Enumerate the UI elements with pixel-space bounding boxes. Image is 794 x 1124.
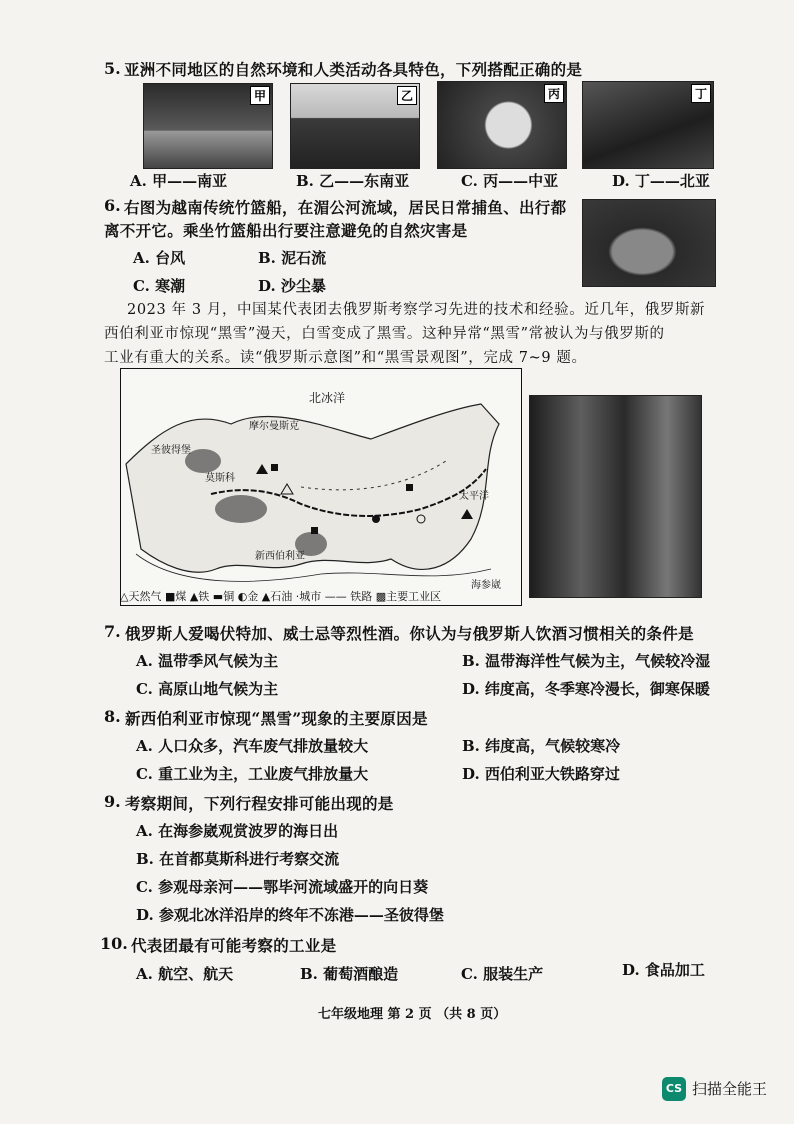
q5-photo-bing — [437, 81, 567, 169]
map-label-pacific-ocean: 太平洋 — [459, 491, 489, 502]
q9-option-c: C. 参观母亲河——鄂毕河流域盛开的向日葵 — [136, 878, 429, 896]
q5-number: 5. — [104, 59, 121, 78]
q7-option-a: A. 温带季风气候为主 — [136, 652, 279, 670]
page-footer: 七年级地理 第 2 页 （共 8 页） — [318, 1007, 507, 1022]
q5-photo-yi — [290, 83, 420, 169]
q8-option-c: C. 重工业为主，工业废气排放量大 — [136, 765, 369, 783]
q10-option-c: C. 服装生产 — [461, 965, 544, 983]
photo-tag-yi: 乙 — [397, 86, 417, 105]
photo-tag-jia: 甲 — [250, 86, 270, 105]
q6-option-c: C. 寒潮 — [133, 277, 186, 295]
q6-option-b: B. 泥石流 — [258, 249, 327, 267]
map-label-arctic-ocean: 北冰洋 — [309, 391, 346, 405]
map-label-novosibirsk: 新西伯利亚 — [255, 551, 305, 562]
q10-option-b: B. 葡萄酒酿造 — [300, 965, 399, 983]
map-label-moscow: 莫斯科 — [205, 473, 235, 484]
q6-option-a: A. 台风 — [133, 249, 186, 267]
camscanner-logo-icon: CS — [662, 1077, 686, 1101]
map-label-vladivostok: 海参崴 — [471, 580, 501, 591]
map-label-murmansk: 摩尔曼斯克 — [249, 421, 299, 432]
passage-line2: 西伯利亚市惊现“黑雪”漫天，白雪变成了黑雪。这种异常“黑雪”常被认为与俄罗斯的 — [104, 326, 665, 342]
passage-line1: 2023 年 3 月，中国某代表团去俄罗斯考察学习先进的技术和经验。近几年，俄罗斯新 — [127, 302, 706, 318]
q6-option-d: D. 沙尘暴 — [258, 277, 326, 295]
q5-option-a: A. 甲——南亚 — [130, 172, 228, 190]
q10-number: 10. — [100, 934, 128, 953]
camscanner-brand-text: 扫描全能王 — [692, 1080, 768, 1098]
q5-stem: 亚洲不同地区的自然环境和人类活动各具特色，下列搭配正确的是 — [124, 60, 583, 79]
q9-stem: 考察期间，下列行程安排可能出现的是 — [125, 794, 394, 813]
passage-line3: 工业有重大的关系。读“俄罗斯示意图”和“黑雪景观图”，完成 7~9 题。 — [104, 350, 587, 366]
q6-line2: 离不开它。乘坐竹篮船出行要注意避免的自然灾害是 — [104, 221, 468, 240]
q9-option-d: D. 参观北冰洋沿岸的终年不冻港——圣彼得堡 — [136, 906, 444, 924]
q9-option-a: A. 在海参崴观赏波罗的海日出 — [136, 822, 339, 840]
q8-option-d: D. 西伯利亚大铁路穿过 — [462, 765, 620, 783]
photo-tag-ding: 丁 — [691, 84, 711, 103]
q5-photo-ding — [582, 81, 714, 169]
q7-option-d: D. 纬度高，冬季寒冷漫长，御寒保暖 — [462, 680, 710, 698]
russia-map — [120, 368, 522, 606]
q7-stem: 俄罗斯人爱喝伏特加、威士忌等烈性酒。你认为与俄罗斯人饮酒习惯相关的条件是 — [125, 624, 694, 643]
q5-option-c: C. 丙——中亚 — [461, 172, 559, 190]
q8-option-a: A. 人口众多，汽车废气排放量较大 — [136, 737, 369, 755]
map-label-st-petersburg: 圣彼得堡 — [151, 445, 191, 456]
q8-option-b: B. 纬度高，气候较寒冷 — [462, 737, 621, 755]
q7-option-c: C. 高原山地气候为主 — [136, 680, 279, 698]
q10-stem: 代表团最有可能考察的工业是 — [131, 936, 337, 955]
q8-stem: 新西伯利亚市惊现“黑雪”现象的主要原因是 — [125, 709, 428, 728]
map-legend: △天然气 ■煤 ▲铁 ▬铜 ◐金 ▲石油 ·城市 —— 铁路 ▩主要工业区 — [120, 590, 442, 603]
q6-bamboo-boat-photo — [582, 199, 716, 287]
q7-option-b: B. 温带海洋性气候为主，气候较冷湿 — [462, 652, 711, 670]
q9-number: 9. — [104, 792, 121, 811]
black-snow-landscape-photo — [529, 395, 702, 598]
q10-option-d: D. 食品加工 — [622, 961, 705, 979]
q6-line1: 右图为越南传统竹篮船，在湄公河流域，居民日常捕鱼、出行都 — [124, 198, 567, 217]
q10-option-a: A. 航空、航天 — [136, 965, 234, 983]
q7-number: 7. — [104, 622, 121, 641]
q5-photo-jia — [143, 83, 273, 169]
q5-option-d: D. 丁——北亚 — [612, 172, 710, 190]
q8-number: 8. — [104, 707, 121, 726]
photo-tag-bing: 丙 — [544, 84, 564, 103]
q9-option-b: B. 在首都莫斯科进行考察交流 — [136, 850, 340, 868]
q5-option-b: B. 乙——东南亚 — [296, 172, 410, 190]
q6-number: 6. — [104, 196, 121, 215]
